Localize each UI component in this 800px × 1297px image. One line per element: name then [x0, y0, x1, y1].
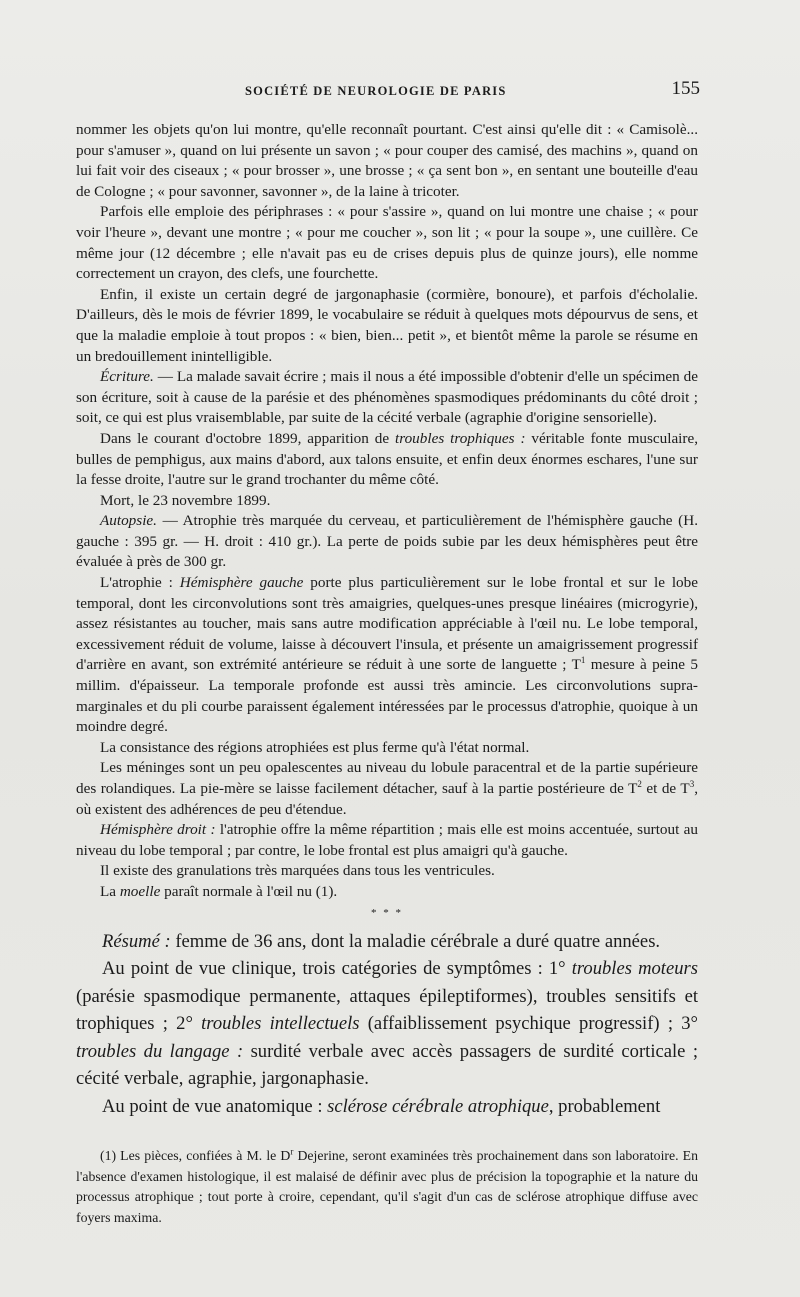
- clinical-paragraph: [76, 955, 698, 1093]
- paragraph-ecriture: [76, 367, 698, 429]
- paragraph-2: Parfois elle emploie des périphrases : « pour s'assire », quand on lui montre une chaise ; « pour voir l'heure », devant une montre ; « pour me coucher », son lit ; « pour la soupe », une cuillère. Ce même jour (12 décembre ; elle n'avait pas eu de crises depuis plus de quinze jours), elle nomme correctement un crayon, des clefs, une fourchette.: [76, 203, 698, 283]
- anatomical-emphasis: sclérose cérébrale atrophique: [327, 1095, 549, 1117]
- resume-label: Résumé :: [102, 930, 171, 952]
- paragraph-granulations: Il existe des granulations très marquées dans tous les ventricules.: [100, 862, 495, 880]
- meninges-text-post: , où existent des adhérences de peu d'étendue.: [76, 780, 698, 818]
- anatomical-text: Au point de vue anatomique :: [102, 1095, 328, 1117]
- hemisphere-gauche-label: Hémisphère gauche: [179, 574, 304, 592]
- paragraph-consistance: La consistance des régions atrophiées est plus ferme qu'à l'état normal.: [100, 738, 530, 756]
- clinical-emphasis: troubles du langage :: [76, 1040, 244, 1062]
- footnote: [76, 1146, 698, 1228]
- clinical-text: Au point de vue clinique, trois catégories de symptômes : 1°: [102, 958, 572, 980]
- atrophie-text-post: mesure à peine 5 millim. d'épaisseur. La temporale profonde est aussi très amincie. Les circonvolutions supra-marginales et du pli courbe paraissent également intéressées par le processus d'atrophie, quoique à un moindre degré.: [76, 656, 698, 736]
- resume-paragraph: [76, 928, 698, 956]
- autopsie-text: — Atrophie très marquée du cerveau, et particulièrement de l'hémisphère gauche (H. gauche : 395 gr. — H. droit : 410 gr.). La perte de poids subie par les deux hémisphères peut être évaluée à près de 300 gr.: [76, 512, 698, 571]
- clinical-emphasis: troubles intellectuels: [201, 1013, 360, 1035]
- clinical-text: surdité verbale avec accès passagers de surdité corticale ; cécité verbale, agraphie, jargonaphasie.: [76, 1040, 698, 1090]
- atrophie-text-pre: L'atrophie :: [100, 574, 180, 592]
- ecriture-text: — La malade savait écrire ; mais il nous a été impossible d'obtenir d'elle un spécimen de son écriture, soit à cause de la parésie et des phénomènes spasmodiques prédominants du côté droit ; soit, ce qui est plus vraisemblable, par suite de la cécité verbale (agraphie d'origine sensorielle).: [76, 368, 698, 427]
- paragraph-meninges: [76, 758, 698, 820]
- paragraph-1: nommer les objets qu'on lui montre, qu'elle reconnaît pourtant. C'est ainsi qu'elle dit : « Camisolè... pour s'amuser », quand on lui présente un savon ; « pour couper des camisé, des machins », quand on lui fait voir des ciseaux ; « pour brosser », une brosse ; « ça sent bon », en sentant une bouteille d'eau de Cologne ; « pour savonner, savonner », de la laine à tricoter.: [76, 121, 698, 200]
- moelle-emphasis: moelle: [119, 882, 161, 900]
- section-label-hemisphere-droit: Hémisphère droit :: [100, 821, 216, 839]
- page-number: 155: [671, 78, 700, 99]
- clinical-text: (parésie spasmodique permanente, attaques épileptiformes), troubles sensitifs et trophiques ; 2°: [76, 985, 698, 1035]
- section-label-autopsie: Autopsie.: [100, 512, 157, 530]
- superscript: r: [290, 1146, 294, 1157]
- resume-section: [76, 928, 698, 1121]
- footnote-text: Dejerine, seront examinées très prochainement dans son laboratoire. En l'absence d'examen histologique, il est malaisé de définir avec plus de précision la topographie et la nature du processus atrophique ; tout porte à croire, cependant, qu'il s'agit d'un cas de sclérose atrophique diffuse avec foyers maxima.: [76, 1148, 698, 1225]
- clinical-emphasis: troubles moteurs: [571, 958, 698, 980]
- superscript: 2: [637, 778, 642, 789]
- paragraph-moelle: [76, 882, 698, 903]
- paragraph-troubles: [76, 429, 698, 491]
- asterism-separator: * * *: [371, 906, 403, 919]
- troubles-text-pre: Dans le courant d'octobre 1899, apparition de: [100, 429, 396, 447]
- paragraph-mort: Mort, le 23 novembre 1899.: [100, 491, 271, 509]
- meninges-text-pre: Les méninges sont un peu opalescentes au niveau du lobule paracentral et de la partie supérieure des rolandiques. La pie-mère se laisse facilement détacher, sauf à la partie postérieure de T: [76, 759, 698, 797]
- anatomical-text: , probablement: [548, 1095, 661, 1117]
- moelle-text-pre: La: [100, 882, 120, 900]
- moelle-text-post: paraît normale à l'œil nu (1).: [160, 882, 338, 900]
- atrophie-text-mid: porte plus particulièrement sur le lobe frontal et sur le lobe temporal, dont les circonvolutions sont très amaigries, quelques-unes presque linéaires (microgyrie), assez résistantes au toucher, mais sans autre modification appréciable à l'œil nu. Le lobe temporal, excessivement réduit de volume, laisse à découvert l'insula, et présente un amaigrissement progressif d'arrière en avant, son extrémité antérieure se réduit à une sorte de languette ; T: [76, 574, 698, 674]
- page-header: [70, 74, 700, 104]
- troubles-text-post: véritable fonte musculaire, bulles de pemphigus, aux mains d'abord, aux talons ensuite, et enfin deux énormes eschares, l'une sur la fesse droite, l'autre sur le grand trochanter du même côté.: [76, 429, 698, 489]
- section-label-ecriture: Écriture.: [100, 368, 154, 386]
- anatomical-paragraph: [76, 1093, 698, 1121]
- footnote-paragraph: [76, 1146, 698, 1228]
- paragraph-atrophie: [76, 573, 698, 738]
- paragraph-3: Enfin, il existe un certain degré de jargonaphasie (cormière, bonoure), et parfois d'écholalie. D'ailleurs, dès le mois de février 1899, le vocabulaire se réduit à quelques mots dépourvus de sens, et que la maladie emploie à tout propos : « bien, bien... petit », et bientôt même la parole se résume en un bredouillement inintelligible.: [76, 285, 698, 365]
- running-head: SOCIÉTÉ DE NEUROLOGIE DE PARIS: [245, 84, 507, 98]
- footnote-text: (1) Les pièces, confiées à M. le D: [100, 1148, 291, 1164]
- troubles-emphasis: troubles trophiques :: [395, 429, 526, 447]
- paragraph-autopsie: [76, 511, 698, 573]
- superscript: 1: [580, 655, 586, 666]
- clinical-text: (affaiblissement psychique progressif) ; 3°: [359, 1013, 698, 1035]
- hemisphere-droit-text: l'atrophie offre la même répartition ; mais elle est moins accentuée, surtout au niveau du lobe temporal ; par contre, le lobe frontal est plus amaigri qu'à gauche.: [76, 821, 699, 859]
- main-text: [76, 120, 698, 1228]
- meninges-text-mid: et de T: [641, 780, 690, 797]
- paragraph-hemisphere-droit: [76, 820, 698, 861]
- resume-text: femme de 36 ans, dont la maladie cérébrale a duré quatre années.: [170, 930, 661, 952]
- superscript: 3: [689, 778, 695, 789]
